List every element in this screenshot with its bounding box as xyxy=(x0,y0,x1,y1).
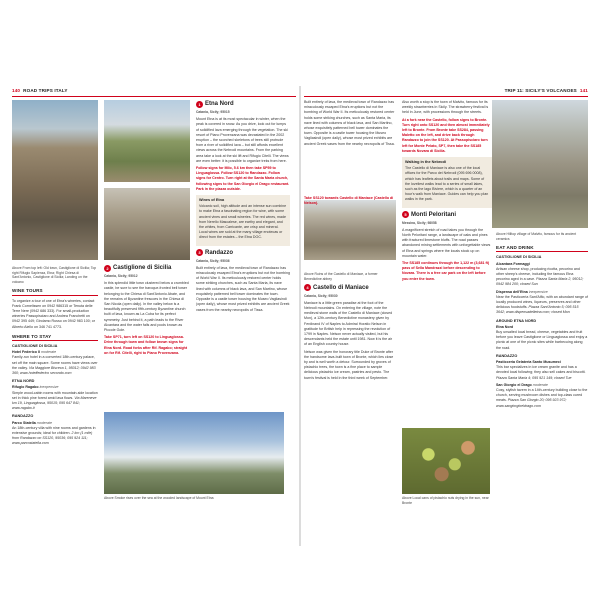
eat-entry-name: Dispensa dell'Etna xyxy=(496,289,528,294)
photo-hilltop xyxy=(104,100,190,182)
eat-entry-address: Piazza Santa Maria 4; 095 921 149; closed Tue xyxy=(496,375,572,380)
eat-entry-name: Pasticceria Gelateria Santo Musumeci xyxy=(496,360,561,365)
eat-entry-text: Artisan cheese shop, producing ricotta, pecorino and other sheep's cheese, including the famous Etna pecorino aged in a cave. xyxy=(496,266,580,282)
stop-body: In this splendid little town clustered below a crumbled castle, be sure to see the baroque-fronted bell tower belonging to the Chiesa di Sant'Antonio Abate, and the remains of Byzantine frescoes in the Chiesa di San Nicola (open daily). In the valley below is a beautifully preserved fifth-century Byzantine church built of lava, known as La Cuba for its perfect symmetry. Just behind it, a path leads to the River Alcantara and the water falls and pools known as Piccole Gole. xyxy=(104,281,189,333)
left-column-2 xyxy=(104,264,190,410)
eat-sub-randazzo: RANDAZZO xyxy=(496,353,518,358)
caption-pistachio: Above Local cans of pistachio nuts drying in the sun, near Bronte xyxy=(402,496,489,505)
book-gutter xyxy=(299,86,301,546)
stop-location: Catania, Sicily; 95012 xyxy=(104,274,138,278)
stop-number-badge: 2 xyxy=(104,265,111,272)
stay-entry-price: inexpensive xyxy=(39,385,59,390)
eat-entry-address: Piazza Sant'Antonio 5; 095 515 3642; www.dispensadelletna.com; closed Mon xyxy=(496,305,579,315)
stop-body-2: Nelson was given the honorary title Duke of Bronte after the handsome lava-built town of Bronte, which lies close by and is well worth a detour. Surrounded by groves of pistachio trees, the town is a fine place to sample delicious pistachio ice cream, pastries and pesto. The town's festival is held in the third week of September. xyxy=(304,349,394,380)
eat-entry-address: Piazza Santa Maria 2, 95012; 0942 984 200; closed Sun xyxy=(496,277,584,287)
left-page-number: 140 xyxy=(12,88,21,93)
photo-old-town xyxy=(12,100,98,260)
stay-entry-address: Via Maggiore Bisceca 1, 95012; 0942 983 360; www.hotelfederico secondo.com xyxy=(12,365,96,376)
wine-tours-heading: WINE TOURS xyxy=(12,288,98,295)
stop-number-badge: 5 xyxy=(402,211,409,218)
box-text: Volcanic soil, high altitude and an intense sun combine to make Etna a fascinating region for wine, with some ancient vines and small wineries. The red wines, made from Nerello Mascalese, are earthy and elegant, and the whites, from Carricante, are crisp and mineral. Local wines are sold at the many village enotecas or direct from the estates – the Etna DOC. xyxy=(199,204,287,240)
right-intro: Also worth a stop is the town of Malvito, famous for its weekly strawberries in Sicily. The strawberry festival is held in June, with processions through the streets. xyxy=(402,100,489,115)
stop-location: Catania, Sicily; 95036 xyxy=(196,258,230,263)
stop-number-badge: 1 xyxy=(196,101,203,108)
stay-entry-text: Simple wood-cabin rooms with mountain-side location set in thick pine forest amid lava flows. xyxy=(12,390,98,400)
stop-body: Maniace is a little green paradise at the foot of the Nebrodi mountains. On entering the village, note the medieval stone walls of the Castello di Maniace (closed Mon), a 12th-century Benedictine monastery given by Ferdinand IV of Naples to Admiral Horatio Nelson in gratitude for British help in repressing the revolution of 1799 in Naples. Nelson never actually visited, but his descendants held the estate until 1981. Now it is the air of an English country house. xyxy=(304,300,393,347)
stay-entry-text: Family-run hotel in a converted 18th-century palace, set off the main square. Some rooms have views over the valley. xyxy=(12,355,98,370)
stop-location: Catania, Sicily; 95015 xyxy=(196,110,230,114)
nebrodi-walking-box xyxy=(402,157,492,208)
stop-directions: The SS185 continues through the 1,122 m (3,681 ft) pass of Sella Mandrazzi before descending to Novara. There is a free car park on the left before you enter the town. xyxy=(402,261,490,281)
wine-tours-text: To organize a tour of one of Etna's wineries, contact Frank Cornelissen on 0942 986315 or Tenuta delle Terre Nere (0942 686 333). For small-production wineries Passopisciaro and Andrea Franchetti on 0942 395 449; Girolamo Russo on 0942 983 100; or Alberto Aiello on 346 741 4773. xyxy=(12,298,95,329)
stay-entry-text: An 18th-century villa with nine rooms and gardens in extensive grounds; ideal for children. xyxy=(12,425,96,436)
right-page-number: 141 xyxy=(579,88,588,93)
stay-sub-randazzo: RANDAZZO xyxy=(12,414,34,419)
stay-entry-name: Hotel Federico II xyxy=(12,350,40,355)
eat-entry-name: San Giorgio el Drago xyxy=(496,382,532,387)
right-page-header xyxy=(505,88,588,93)
caption-village: Above Hilltop village of Malvito, famous for its ancient ceramics xyxy=(496,232,577,241)
stay-sub-etna-nord: ETNA NORD xyxy=(12,379,35,384)
eat-drink-heading: EAT AND DRINK xyxy=(496,245,588,252)
castle-photo-space xyxy=(304,208,396,272)
stop-body: Built entirely of lava, the medieval town of Randazzo has miraculously escaped Etna's eruptions but not the bombing of World War II. Its meticulously restored center holds some striking churches, such as Santa Maria, its nave lined with columns of black lava, and San Martino, whose exquisitely patterned bell tower dominates the town. Opposite is a castle tower housing the Museo Vagliasindi (open daily), whose most prized exhibits are ancient Greek vases from the nearby necropolis of Tissa. xyxy=(196,265,290,312)
box-title: Wines of Etna xyxy=(199,198,225,203)
eat-entry-address: Piazza San Giorgio 20; 095 923 972; www.sangiorgioeldrago.com xyxy=(496,398,567,408)
stop-title: Monti Peloritani xyxy=(411,211,456,218)
stay-entry-address: Via Mareneve km 19, Linguaglossa, 95015; 095 647 841; www.ragabo.it xyxy=(12,395,97,411)
right-directions: At a fork near the Castello, follow signs to Bronte. Turn right onto SS120 and then almost immediately left to Bronte. From Bronte take SS284, passing Maletto on the left, and drive back through Randazzo to join the SS120. At Passopisciaro turn left for Monte Pelato, SP7, then take the SS185 towards Novara di Sicilia. xyxy=(402,117,490,153)
left-page-title: ROAD TRIPS ITALY xyxy=(23,88,68,93)
stop-castello-maniace xyxy=(304,284,396,292)
eat-sub-castiglione: CASTIGLIONE DI SICILIA xyxy=(496,255,542,260)
left-column-3 xyxy=(196,100,290,410)
stop-location: Messina, Sicily; 98058 xyxy=(402,220,437,225)
stop-monti-peloritani xyxy=(402,211,492,219)
stop-body: A magnificent stretch of road takes you through the North Peloritani range, a landscape of oaks and pines with fractured limestone bluffs. The road passes abandoned mining settlements with unforgettable views of Etna and springs where the locals stock up on mountain water. xyxy=(402,227,491,258)
stop-castiglione xyxy=(104,264,190,272)
stop-location: Catania, Sicily; 95030 xyxy=(304,293,338,298)
right-header-rule xyxy=(304,96,588,97)
stop-number-badge: 3 xyxy=(196,249,203,256)
right-column-3 xyxy=(496,232,588,546)
stop-directions: Follow signs for Milo, 5.6 km then take SP59 to Linguaglossa. Follow SS120 to Randazzo. Follow signs for Centro. Turn right at the Santa Maria church, following signs to the San Giorgio el Drago restaurant. Park in the piazza outside. xyxy=(196,166,290,191)
stop-title: Randazzo xyxy=(205,249,234,256)
box-text: The Castello di Maniace is also one of the local offices for the Parco dei Nebrodi (095 696 0008), which has leaflets about trails and maps. Some of the loveliest walks lead to a series of small lakes, such as the lago Biviere, which is a quarter of an hour's walk from Maniace. Guides can help you plan walks in the park. xyxy=(405,166,489,202)
stop-randazzo xyxy=(196,249,290,257)
photo-village xyxy=(492,100,588,228)
stay-sub-castiglione: CASTIGLIONE DI SICILIA xyxy=(12,344,58,348)
stop-title: Etna Nord xyxy=(205,101,234,107)
where-to-stay-heading: WHERE TO STAY xyxy=(12,334,98,341)
right-page-title: TRIP 11: SICILY'S VOLCANOES xyxy=(504,88,577,93)
stop-title: Castiglione di Sicilia xyxy=(113,265,172,271)
box-title: Walking in the Nebrodi xyxy=(405,160,446,165)
stay-entry-price: moderate xyxy=(36,420,52,425)
stay-entry-price: moderate xyxy=(40,350,57,355)
photo-etna xyxy=(104,412,284,494)
eat-entry-text: Near the Pasticceria Sant'Alfio, with an abundant range of locally produced wines, liqueurs, preserves and other delicious foodstuffs. xyxy=(496,294,588,310)
eat-entry-name: Etna Nord xyxy=(496,324,514,329)
eat-entry-text: This bar specializes in ice cream granite and has a devoted local following; they also sell cakes and biscotti. xyxy=(496,365,586,375)
caption-etna: Above Smoke rises over the sea at the wooded landscape of Mount Etna xyxy=(104,496,214,500)
left-page-header xyxy=(12,88,68,93)
stay-entry-name: Parco Statella xyxy=(12,420,36,425)
right-column-1 xyxy=(304,100,396,540)
stop-body: Mount Etna is at its most spectacular in winter, when the peak is covered in snow. As you drive, look out for lumps of solidified lava emerging through the vegetation. The ski resort of Piano Provenzana was devastated in the 2002 eruption – the scorched skeletons of trees still protrude from a river of solidified lava – but still affords excellent views across the Nebrodi mountains. From the parking area take a look at the ski lift and Rifugio Citelli. The views are even better: it is possible to organize treks from here. xyxy=(196,117,289,163)
stop-title: Castello di Maniace xyxy=(313,284,369,291)
eat-entry-text: Buy unsalted local bread, cheese, vegetables and fruit before you leave Castiglione or Linguaglossa and enjoy a picnic at one of the picnic sites while barbecuing along the road. xyxy=(496,330,588,350)
photo-church xyxy=(104,188,190,260)
eat-entry-name: Alcantara Formaggi xyxy=(496,261,530,266)
eat-entry-price: inexpensive xyxy=(528,289,548,294)
eat-entry-text: Cosy, stylish tavern in a 14th-century building close to the church, serving mushroom dishes and top-class cured meats. xyxy=(496,388,588,403)
stop-etna-nord xyxy=(196,100,290,108)
stay-entry-address: 2 km (1 mile) from Randazzo on SS120, 95036; 095 924 111; www.parcostatella.com xyxy=(12,431,93,446)
eat-entry-price: moderate xyxy=(532,382,548,387)
caption-left-photos: Above From top left: Old town, Castiglione di Sicilia; Top right Rifugio Sapienza, Etna; Right Chiesa di Sant'Antonio, Castiglione di Sicilia; Landing on the volcano xyxy=(12,266,97,284)
right-column-2 xyxy=(402,100,492,540)
left-column-1 xyxy=(12,266,98,546)
stop-directions: Take SP71, turn left on SS120 to Linguaglossa. Drive through town and follow brown signs for Etna Nord. Road forks after Rif. Ragabo; straight on for Rif. Citelli, right to Piano Provenzana. xyxy=(104,335,188,355)
stop-directions: Take SS120 towards Castello di Maniace (Castello di Nelson). xyxy=(304,196,394,206)
randazzo-continued: Built entirely of lava, the medieval town of Randazzo has miraculously escaped Etna's eruptions but not the bombing of World War II. Its meticulously restored center holds some striking churches, such as Santa Maria, its nave lined with columns of black lava, and San Martino, whose exquisitely patterned bell tower dominates the town. Opposite is a castle tower housing the Museo Vagliasindi (open daily), whose most prized exhibits are ancient Greek vases from the nearby necropolis of Tissa. xyxy=(304,100,395,146)
caption-castle: Above Ruins of the Castello di Maniace, a former Benedictine abbey xyxy=(304,272,378,281)
eat-sub-around-etna: AROUND ETNA NORD xyxy=(496,318,537,323)
left-header-rule xyxy=(12,96,296,97)
wines-of-etna-box xyxy=(196,195,290,246)
stay-entry-name: Rifugio Ragabo xyxy=(12,385,39,390)
stop-number-badge: 4 xyxy=(304,284,311,291)
